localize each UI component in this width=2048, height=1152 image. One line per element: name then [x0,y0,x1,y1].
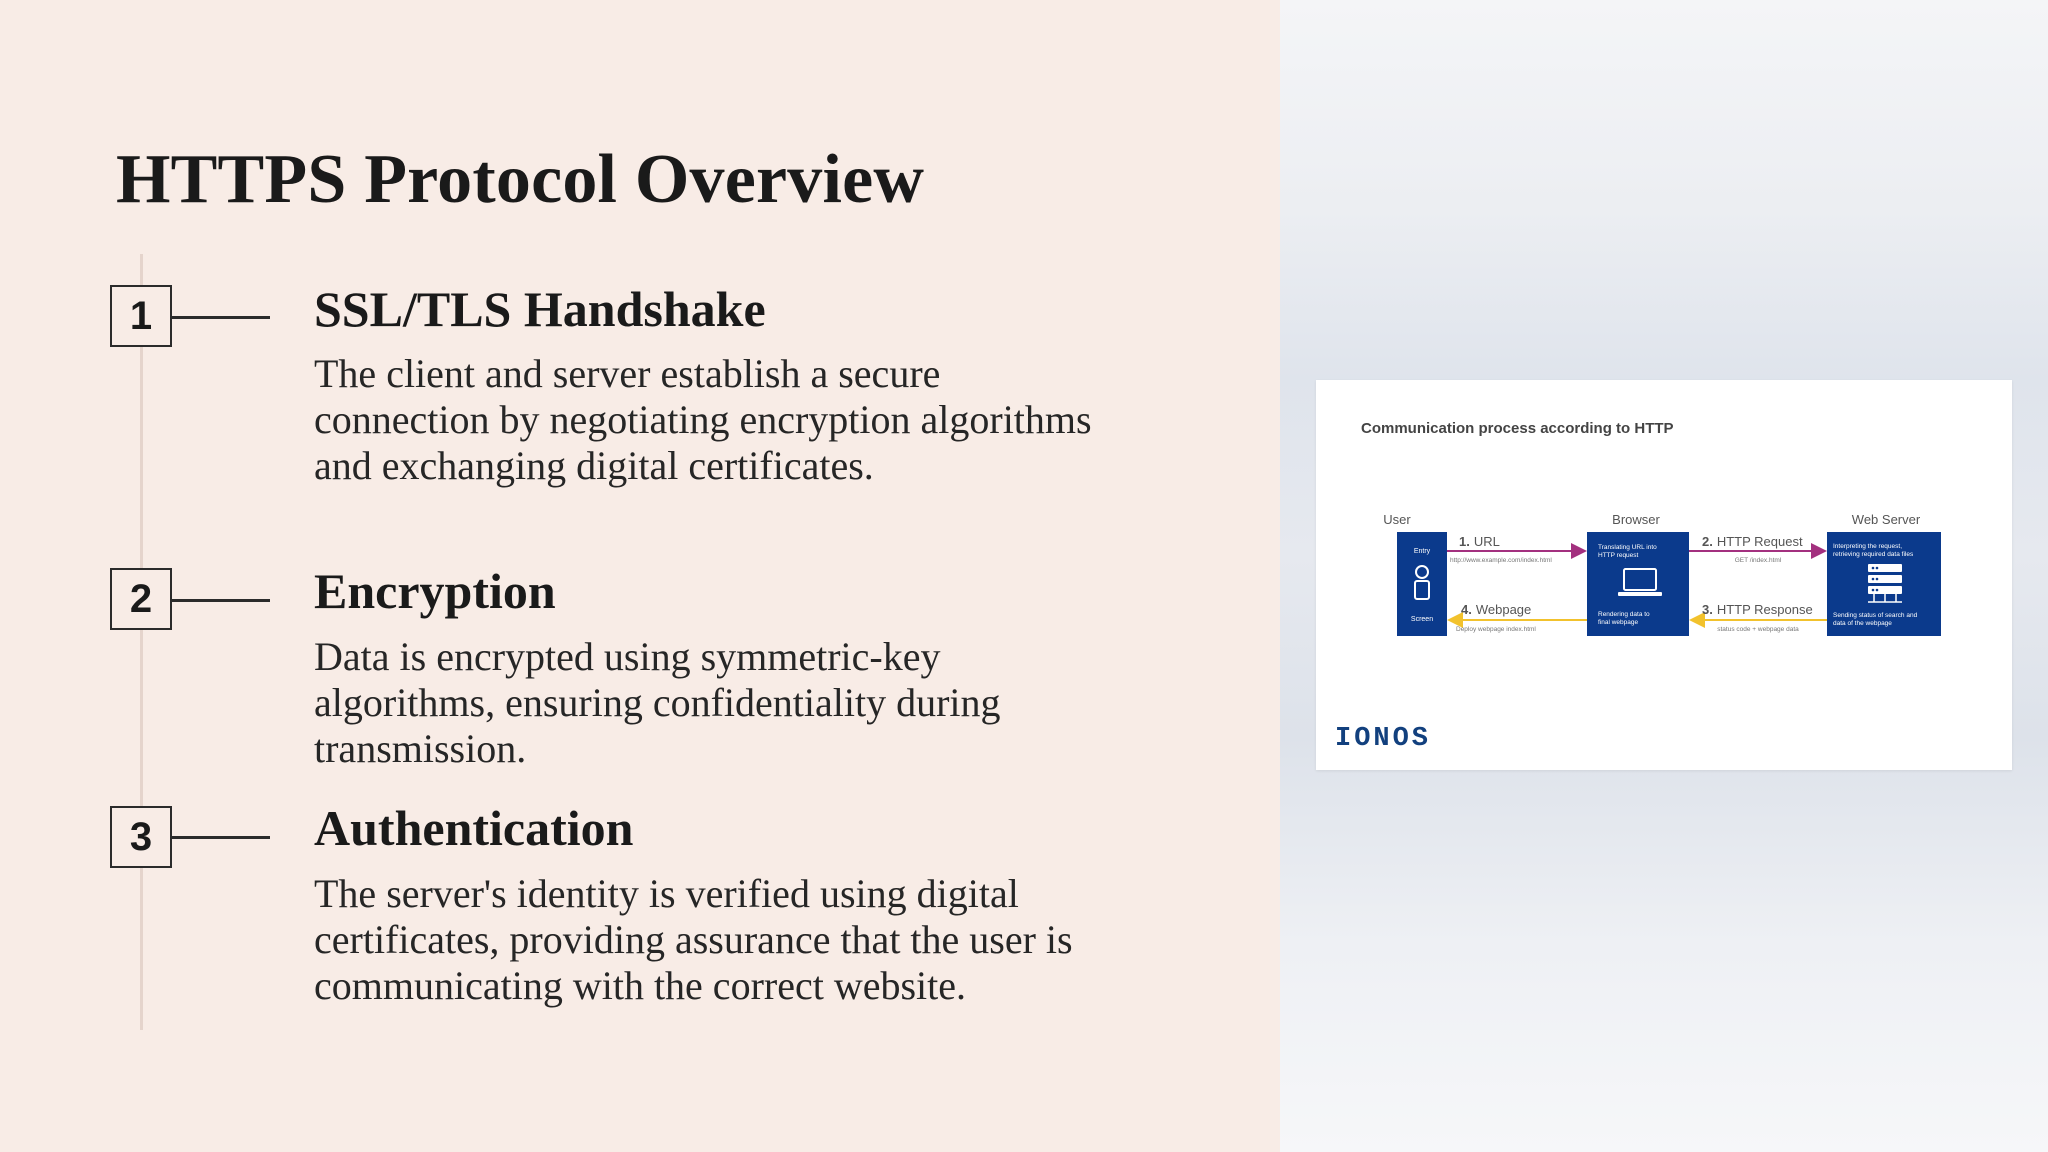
timeline-line [140,254,143,1030]
step-1-number-box [110,285,172,347]
response-arrow-sub: status code + webpage data [1717,626,1799,633]
step-2-number-box [110,568,172,630]
ionos-logo: IONOS [1335,724,1432,754]
user-bottom-text: Screen [1410,616,1434,623]
url-arrow-sub: http://www.example.com/index.html [1450,557,1552,564]
step-1-line-1: The client and server establish a secure [314,351,941,396]
server-top-line-2: retrieving required data files [1833,551,1914,558]
browser-top-line-2: HTTP request [1598,552,1639,559]
step-3-description [314,871,1214,1009]
slide-title: HTTPS Protocol Overview [116,141,925,218]
step-1-number: 1 [129,293,153,338]
response-arrow-label: 3. HTTP Response [1702,602,1813,617]
server-bottom-line-2: data of the webpage [1833,620,1892,627]
step-1-line-3: and exchanging digital certificates. [314,443,874,488]
step-2-heading: Encryption [314,563,556,619]
step-3-line-1: The server's identity is verified using digital [314,871,1019,916]
http-diagram [1316,380,2012,770]
step-2-connector [172,599,270,602]
step-2-line-1: Data is encrypted using symmetric-key [314,634,941,679]
step-1-connector [172,316,270,319]
browser-label: Browser [1612,512,1660,527]
user-label: User [1383,512,1411,527]
diagram-title: Communication process according to HTTP [1361,420,1674,437]
request-arrow-sub: GET /index.html [1734,557,1782,564]
browser-bottom-line-1: Rendering data to [1598,611,1650,618]
step-3-line-2: certificates, providing assurance that the user is [314,917,1073,962]
step-2-description [314,634,1214,772]
server-top-line-1: Interpreting the request, [1833,543,1903,550]
server-label: Web Server [1851,512,1921,527]
step-1-line-2: connection by negotiating encryption algorithms [314,397,1092,442]
request-arrow-label: 2. HTTP Request [1702,534,1803,549]
step-2-number: 2 [129,576,153,621]
user-top-text: Entry [1413,548,1431,555]
server-bottom-line-1: Sending status of search and [1833,612,1918,619]
webpage-arrow-sub: Deploy webpage index.html [1456,626,1536,633]
http-diagram-card [1316,380,2012,770]
browser-top-line-1: Translating URL into [1598,544,1657,551]
step-3-number-box [110,806,172,868]
browser-bottom-line-2: final webpage [1598,619,1639,626]
webpage-arrow-label: 4. Webpage [1461,602,1532,617]
step-1-description [314,351,1214,489]
step-3-connector [172,836,270,839]
step-3-number: 3 [129,814,153,859]
step-3-heading: Authentication [314,800,634,856]
step-2-line-3: transmission. [314,726,527,771]
step-2-line-2: algorithms, ensuring confidentiality during [314,680,1001,725]
step-1-heading: SSL/TLS Handshake [314,281,766,337]
step-3-line-3: communicating with the correct website. [314,963,967,1008]
url-arrow-label: 1. URL [1459,534,1500,549]
